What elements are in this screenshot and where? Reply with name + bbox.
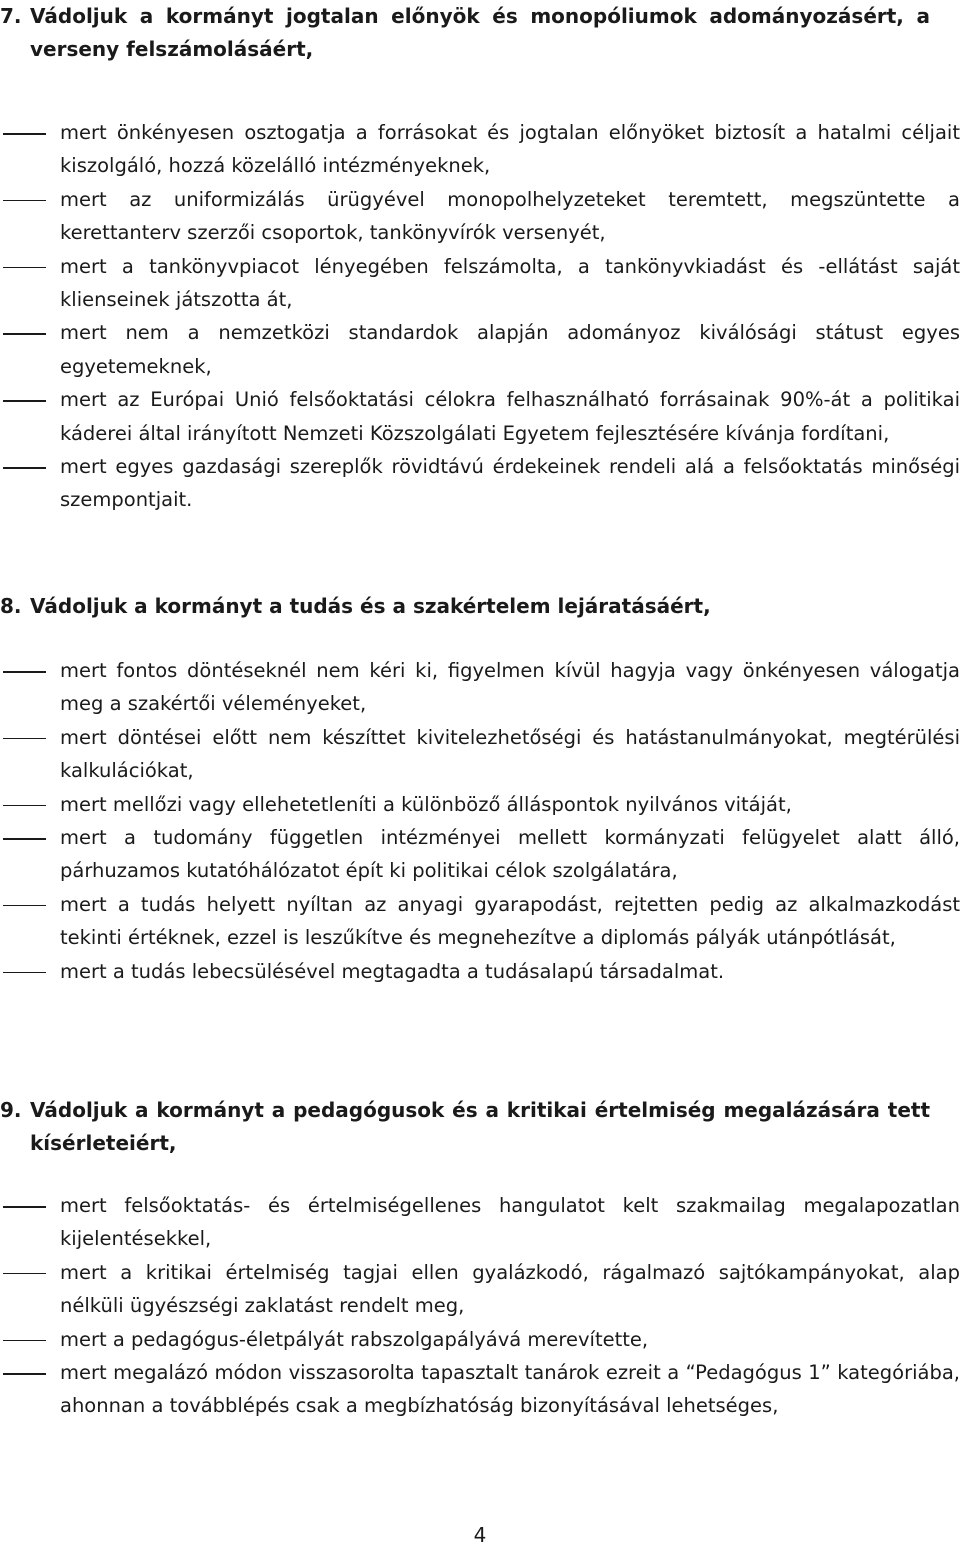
list-item xyxy=(0,1189,960,1256)
list-item-text: mert az uniformizálás ürügyével monopolhelyzeteket teremtett, megszüntette a kerettanterv szerzői csoportok, tankönyvírók versenyét, xyxy=(60,187,960,245)
list-item xyxy=(0,888,960,955)
section-heading xyxy=(0,590,930,623)
list-item-text: mert a kritikai értelmiség tagjai ellen gyalázkodó, rágalmazó sajtókampányokat, alap nélküli ügyészségi zaklatást rendelt meg, xyxy=(60,1260,960,1318)
list-item xyxy=(0,1256,960,1323)
section-heading xyxy=(0,1094,930,1160)
list-item xyxy=(0,721,960,788)
list-item xyxy=(0,955,960,988)
section-number: 8. xyxy=(0,594,22,618)
list-item-text: mert egyes gazdasági szereplők rövidtávú érdekeinek rendeli alá a felsőoktatás minőségi szempontjait. xyxy=(60,455,960,512)
section-title: Vádoljuk a kormányt a tudás és a szakértelem lejáratásáért, xyxy=(30,594,711,618)
list-item-text: mert önkényesen osztogatja a forrásokat és jogtalan előnyöket biztosít a hatalmi céljait kiszolgáló, hozzá közelálló intézményeknek, xyxy=(60,121,960,178)
list-item xyxy=(0,654,960,721)
accusation-list xyxy=(0,1189,960,1423)
list-item xyxy=(0,116,960,183)
list-item xyxy=(0,183,960,250)
section-number: 7. xyxy=(0,4,22,28)
section-heading xyxy=(0,0,930,66)
section-title: Vádoljuk a kormányt jogtalan előnyök és monopóliumok adományozásért, a verseny felszámolásáért, xyxy=(30,4,930,61)
section-8 xyxy=(0,590,960,988)
page-number: 4 xyxy=(473,1523,487,1547)
list-item-text: mert a tudás helyett nyíltan az anyagi gyarapodást, rejtetten pedig az alkalmazkodást tekinti értéknek, ezzel is leszűkítve és megnehezítve a diplomás pályák utánpótlását, xyxy=(60,892,960,950)
list-item-text: mert az Európai Unió felsőoktatási célokra felhasználható forrásainak 90%-át a politikai káderei által irányított Nemzeti Közszolgálati Egyetem fejlesztésére kívánja fordítani, xyxy=(60,388,960,445)
section-9 xyxy=(0,1094,960,1423)
list-item-text: mert mellőzi vagy ellehetetleníti a különböző álláspontok nyilvános vitáját, xyxy=(60,792,792,816)
accusation-list xyxy=(0,654,960,988)
list-item xyxy=(0,383,960,450)
list-item-text: mert nem a nemzetközi standardok alapján adományoz kiválósági státust egyes egyetemeknek, xyxy=(60,321,960,378)
section-title: Vádoljuk a kormányt a pedagógusok és a kritikai értelmiség megalázására tett kísérleteiért, xyxy=(30,1098,930,1155)
list-item-text: mert megalázó módon visszasorolta tapasztalt tanárok ezreit a “Pedagógus 1” kategóriába, ahonnan a továbblépés csak a megbízhatóság bizonyításával lehetséges, xyxy=(60,1361,960,1418)
list-item xyxy=(0,1356,960,1423)
list-item xyxy=(0,788,960,821)
list-item-text: mert a tudomány független intézményei mellett kormányzati felügyelet alatt álló, párhuzamos kutatóhálózatot épít ki politikai célok szolgálatára, xyxy=(60,826,960,883)
list-item-text: mert a tankönyvpiacot lényegében felszámolta, a tankönyvkiadást és -ellátást saját klienseinek játszotta át, xyxy=(60,254,960,312)
list-item-text: mert döntései előtt nem készíttet kivitelezhetőségi és hatástanulmányokat, megtérülési kalkulációkat, xyxy=(60,725,960,783)
list-item-text: mert felsőoktatás- és értelmiségellenes hangulatot kelt szakmailag megalapozatlan kijelentésekkel, xyxy=(60,1194,960,1251)
list-item xyxy=(0,1323,960,1356)
list-item-text: mert fontos döntéseknél nem kéri ki, figyelmen kívül hagyja vagy önkényesen válogatja meg a szakértői véleményeket, xyxy=(60,659,960,716)
list-item xyxy=(0,316,960,383)
list-item xyxy=(0,450,960,517)
list-item-text: mert a pedagógus-életpályát rabszolgapályává merevítette, xyxy=(60,1327,649,1351)
list-item-text: mert a tudás lebecsülésével megtagadta a tudásalapú társadalmat. xyxy=(60,959,725,983)
section-7 xyxy=(0,0,960,517)
section-number: 9. xyxy=(0,1098,22,1122)
list-item xyxy=(0,250,960,317)
list-item xyxy=(0,821,960,888)
accusation-list xyxy=(0,116,960,517)
